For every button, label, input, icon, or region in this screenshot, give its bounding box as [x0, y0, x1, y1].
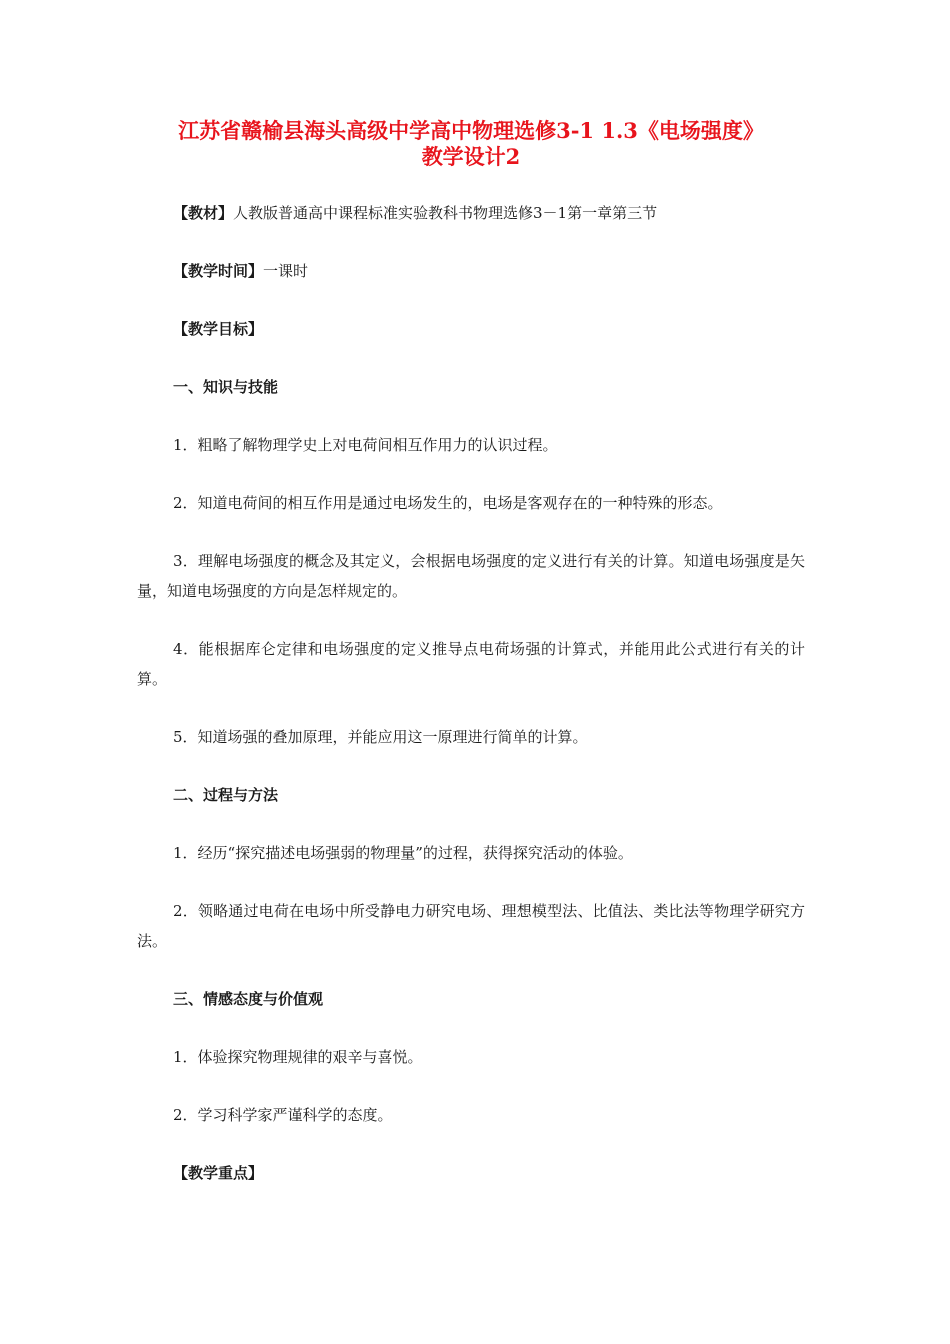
section3-heading: 三、情感态度与价值观 — [173, 990, 324, 1008]
section1-heading: 一、知识与技能 — [173, 378, 279, 396]
time-label: 【教学时间】 — [173, 262, 264, 280]
document-page — [137, 118, 805, 1216]
section3-item: 1．体验探究物理规律的艰辛与喜悦。 — [173, 1048, 423, 1066]
section3-item: 2．学习科学家严谨科学的态度。 — [173, 1106, 393, 1124]
textbook-value: 人教版普通高中课程标准实验教科书物理选修3－1第一章第三节 — [233, 204, 658, 222]
time-line — [137, 256, 805, 286]
section1-item: 5．知道场强的叠加原理，并能应用这一原理进行简单的计算。 — [173, 728, 588, 746]
section2-item: 2．领略通过电荷在电场中所受静电力研究电场、理想模型法、比值法、类比法等物理学研究方法。 — [137, 902, 805, 950]
section1-item: 3．理解电场强度的概念及其定义，会根据电场强度的定义进行有关的计算。知道电场强度是矢量，知道电场强度的方向是怎样规定的。 — [137, 552, 805, 600]
section2-heading: 二、过程与方法 — [173, 786, 279, 804]
title-line-1: 江苏省赣榆县海头高级中学高中物理选修3-1 1.3《电场强度》 — [178, 118, 764, 143]
textbook-label: 【教材】 — [173, 204, 234, 222]
goals-heading: 【教学目标】 — [173, 320, 264, 338]
document-title — [137, 118, 805, 170]
section1-item: 4．能根据库仑定律和电场强度的定义推导点电荷场强的计算式，并能用此公式进行有关的计算。 — [137, 640, 805, 688]
section1-item: 2．知道电荷间的相互作用是通过电场发生的，电场是客观存在的一种特殊的形态。 — [173, 494, 723, 512]
time-value: 一课时 — [263, 262, 309, 280]
textbook-line — [137, 198, 805, 228]
section2-item: 1．经历“探究描述电场强弱的物理量”的过程，获得探究活动的体验。 — [173, 844, 633, 862]
section1-item: 1．粗略了解物理学史上对电荷间相互作用力的认识过程。 — [173, 436, 558, 454]
key-points-heading: 【教学重点】 — [173, 1164, 264, 1182]
title-line-2: 教学设计2 — [421, 144, 521, 169]
